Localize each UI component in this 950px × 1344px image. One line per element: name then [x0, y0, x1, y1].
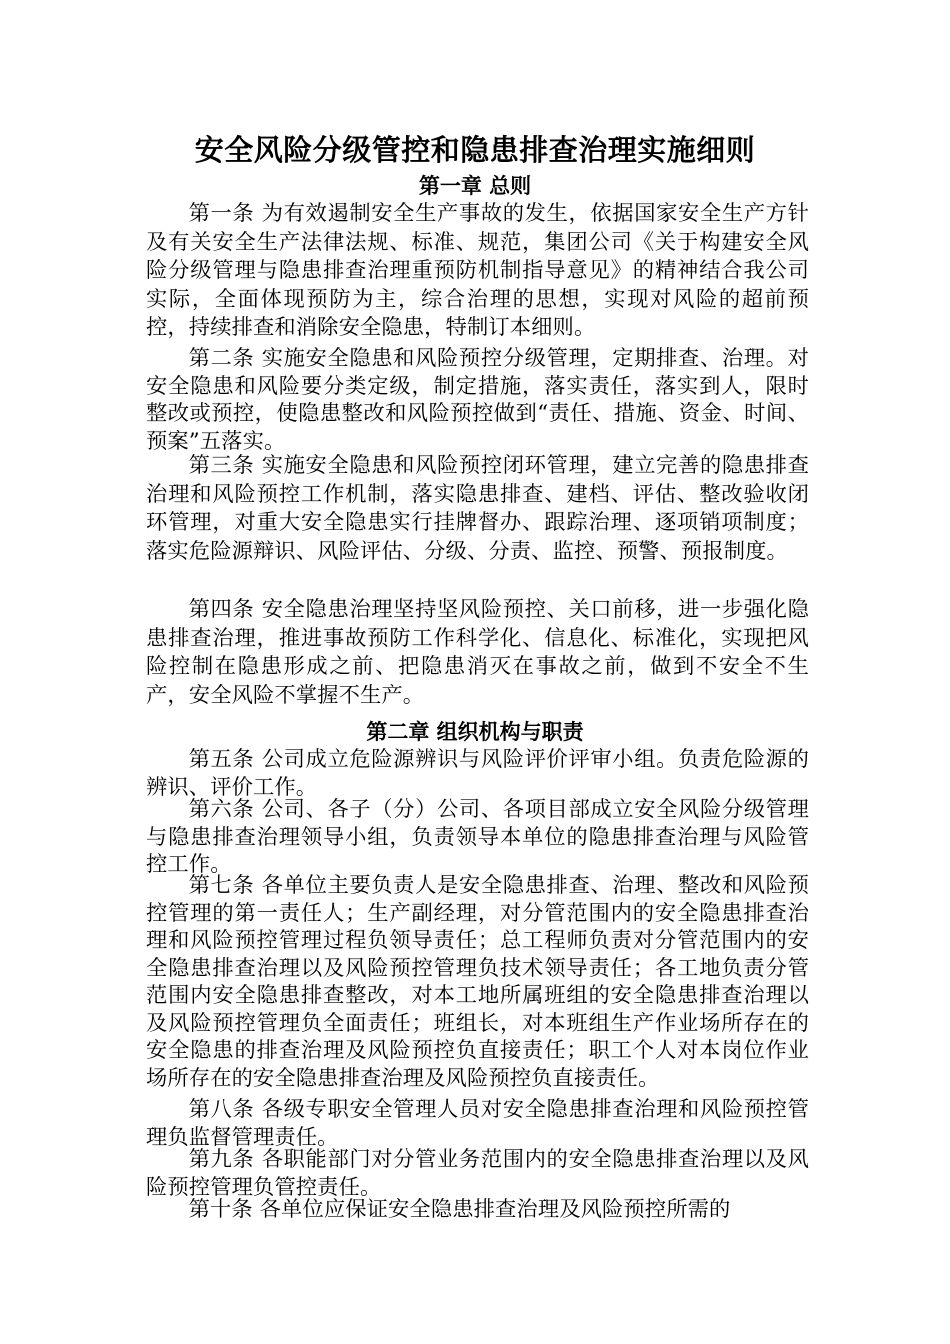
article-10: 第十条 各单位应保证安全隐患排查治理及风险预控所需的 [188, 1197, 731, 1222]
article-4: 第四条 安全隐患治理坚持坚风险预控、关口前移，进一步强化隐患排查治理，推进事故预防工作科学化、信息化、标准化，实现把风险控制在隐患形成之前、把隐患消灭在事故之前，做到不安全不生产，安全风险不掌握不生产。 [146, 597, 809, 708]
article-5: 第五条 公司成立危险源辨识与风险评价评审小组。负责危险源的辨识、评价工作。 [146, 747, 809, 800]
chapter-heading-2: 第二章 组织机构与职责 [366, 720, 584, 744]
chapter-heading-1: 第一章 总则 [418, 174, 532, 198]
article-9: 第九条 各职能部门对分管业务范围内的安全隐患排查治理以及风险预控管理负管控责任。 [146, 1147, 809, 1200]
article-7: 第七条 各单位主要负责人是安全隐患排查、治理、整改和风险预控管理的第一责任人；生产副经理，对分管范围内的安全隐患排查治理和风险预控管理过程负领导责任；总工程师负责对分管范围内的安全隐患排查治理以及风险预控管理负技术领导责任；各工地负责分管范围内安全隐患排查整改，对本工地所属班组的安全隐患排查治理以及风险预控管理负全面责任；班组长，对本班组生产作业场所存在的安全隐患的排查治理及风险预控负直接责任；职工个人对本岗位作业场所存在的安全隐患排查治理及风险预控负直接责任。 [146, 873, 809, 1091]
article-8: 第八条 各级专职安全管理人员对安全隐患排查治理和风险预控管理负监督管理责任。 [146, 1097, 809, 1150]
article-3: 第三条 实施安全隐患和风险预控闭环管理，建立完善的隐患排查治理和风险预控工作机制，落实隐患排查、建档、评估、整改验收闭环管理，对重大安全隐患实行挂牌督办、跟踪治理、逐项销项制度；落实危险源辩识、风险评估、分级、分责、监控、预警、预报制度。 [146, 453, 809, 564]
article-6: 第六条 公司、各子（分）公司、各项目部成立安全风险分级管理与隐患排查治理领导小组，负责领导本单位的隐患排查治理与风险管控工作。 [146, 797, 809, 877]
document-title: 安全风险分级管控和隐患排查治理实施细则 [194, 133, 756, 167]
article-1: 第一条 为有效遏制安全生产事故的发生，依据国家安全生产方针及有关安全生产法律法规、标准、规范，集团公司《关于构建安全风险分级管理与隐患排查治理重预防机制指导意见》的精神结合我公司实际，全面体现预防为主，综合治理的思想，实现对风险的超前预控，持续排查和消除安全隐患，特制订本细则。 [146, 201, 809, 340]
article-2: 第二条 实施安全隐患和风险预控分级管理，定期排查、治理。对安全隐患和风险要分类定级，制定措施，落实责任，落实到人，限时整改或预控，使隐患整改和风险预控做到“责任、措施、资金、时间、预案”五落实。 [146, 346, 809, 454]
